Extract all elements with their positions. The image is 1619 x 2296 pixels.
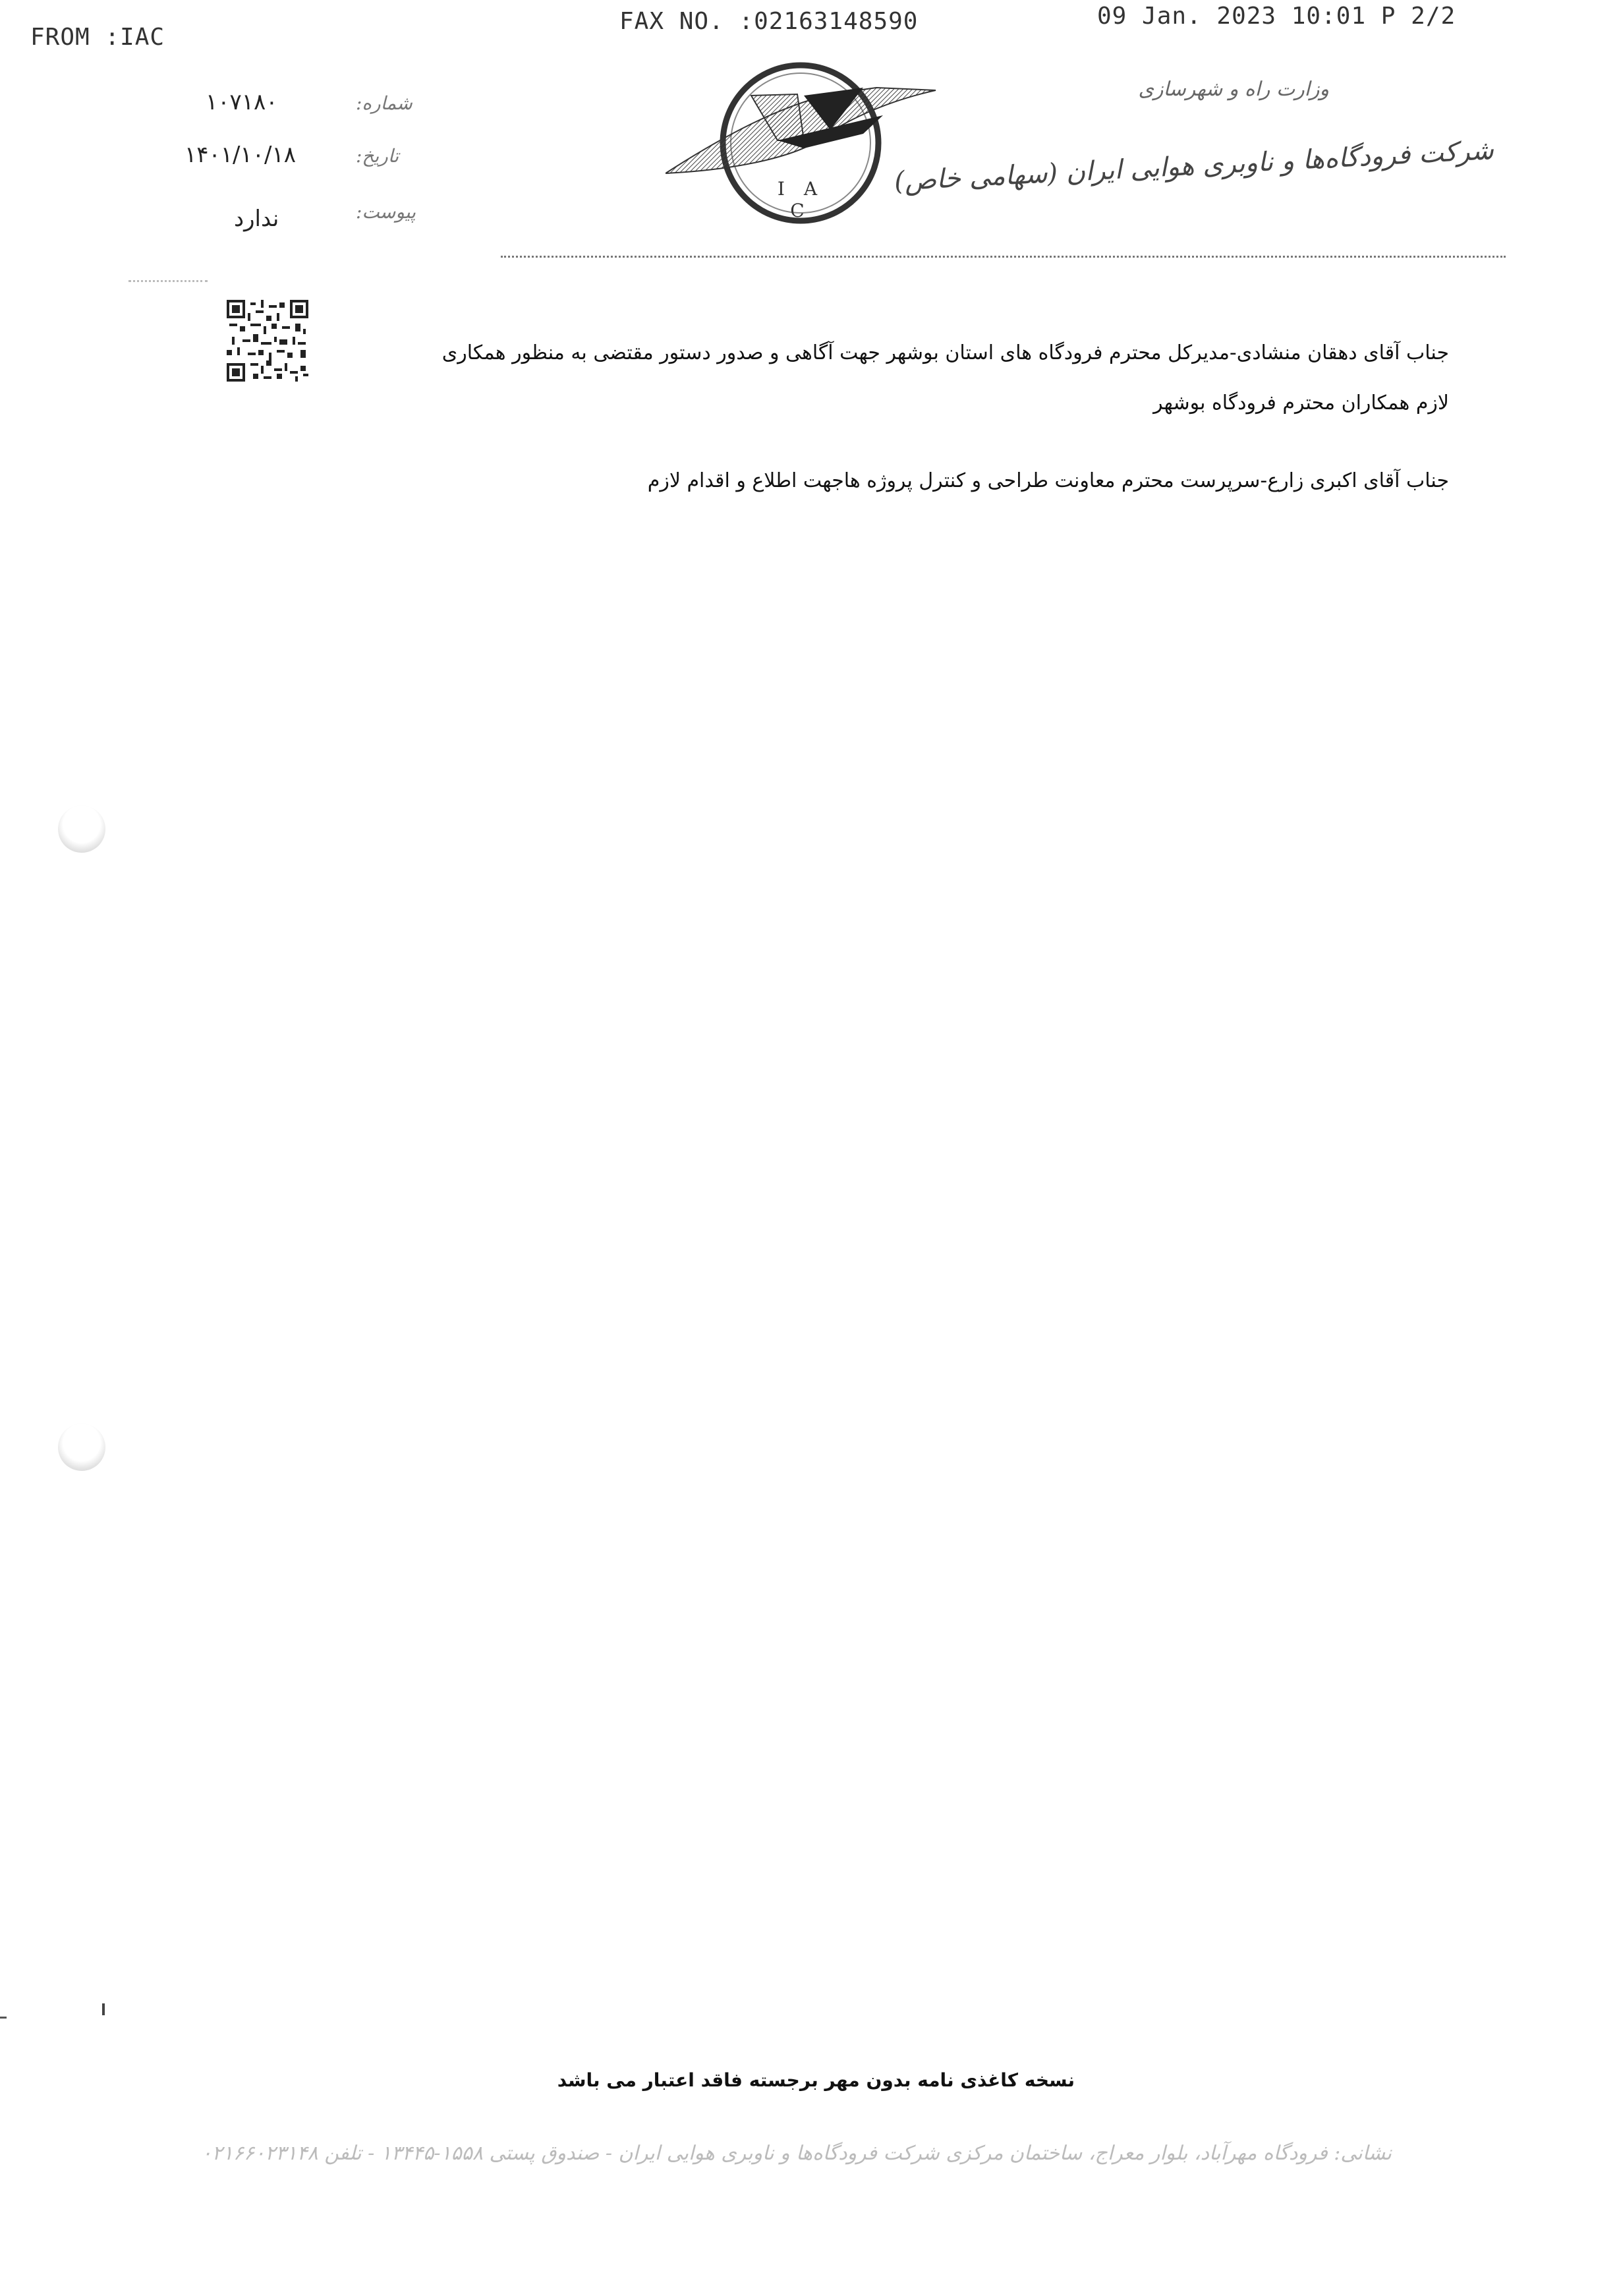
- letter-number-label: شماره:: [356, 92, 412, 114]
- ministry-name: وزارت راه و شهرسازی: [1138, 78, 1329, 101]
- company-name: شرکت فرودگاه‌ها و ناوبری هوایی ایران (سهامی خاص): [894, 135, 1495, 197]
- recipient-1-line-2: لازم همکاران محترم فرودگاه بوشهر: [1153, 391, 1449, 415]
- qr-code: [227, 300, 308, 382]
- footer-address: نشانی: فرودگاه مهرآباد، بلوار معراج، ساختمان مرکزی شرکت فرودگاه‌ها و ناوبری هوایی ایران - صندوق پستی ۱۵۵۸-۱۳۴۴۵ - تلفن ۰۲۱۶۶۰۲۳۱۴۸: [201, 2142, 1392, 2165]
- letter-attachment-value: ندارد: [234, 206, 279, 232]
- recipient-2: جناب آقای اکبری زارع-سرپرست محترم معاونت طراحی و کنترل پروژه هاجهت اطلاع و اقدام لازم: [647, 469, 1449, 492]
- logo-letters: I A C: [777, 178, 824, 221]
- iac-logo: [666, 56, 942, 234]
- header-separator-faint: [128, 280, 208, 282]
- recipient-1-line-1: جناب آقای دهقان منشادی-مدیرکل محترم فرودگاه های استان بوشهر جهت آگاهی و صدور دستور مقتضی به منظور همکاری: [441, 341, 1449, 364]
- fax-date-page: 09 Jan. 2023 10:01 P 2/2: [1097, 3, 1456, 30]
- letter-attachment-label: پیوست:: [356, 201, 416, 223]
- header-separator: [501, 256, 1506, 258]
- letter-number-value: ۱۰۷۱۸۰: [206, 89, 278, 115]
- punch-hole-upper: [58, 805, 105, 853]
- fax-number: FAX NO. :02163148590: [619, 8, 919, 35]
- edge-mark: [0, 2017, 7, 2019]
- letter-date-value: ۱۴۰۱/۱۰/۱۸: [185, 142, 297, 168]
- fax-from: FROM :IAC: [30, 24, 165, 51]
- punch-hole-lower: [58, 1423, 105, 1471]
- letter-date-label: تاریخ:: [356, 145, 399, 167]
- validity-notice: نسخه کاغذی نامه بدون مهر برجسته فاقد اعتبار می باشد: [557, 2069, 1075, 2091]
- stray-mark: [102, 2003, 105, 2015]
